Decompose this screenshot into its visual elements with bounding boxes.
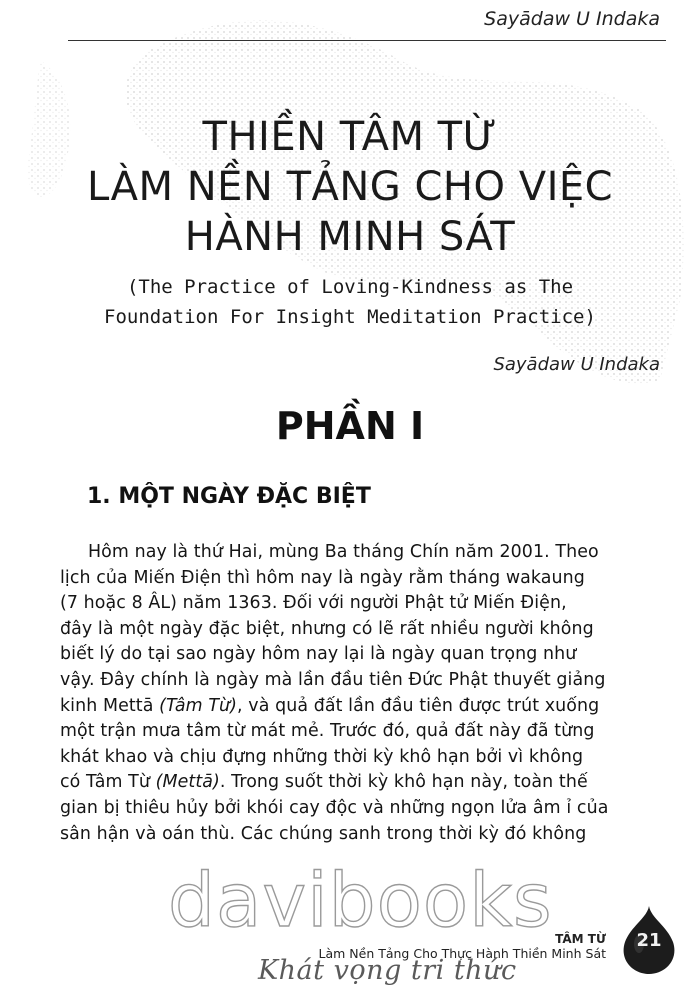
text-line: vậy. Đây chính là ngày mà lần đầu tiên Đức Phật thuyết giảng xyxy=(60,669,606,690)
running-header-author: Sayādaw U Indaka xyxy=(484,8,660,30)
text-line: khát khao và chịu đựng những thời kỳ khô hạn bởi vì không xyxy=(60,746,584,767)
body-paragraph xyxy=(60,540,678,847)
part-heading: PHẦN I xyxy=(275,404,425,448)
subtitle-line: Foundation For Insight Meditation Practice) xyxy=(104,306,596,328)
text-line: biết lý do tại sao ngày hôm nay lại là ngày quan trọng như xyxy=(60,644,577,665)
text-run: có Tâm Từ xyxy=(60,772,156,793)
title-line: HÀNH MINH SÁT xyxy=(184,214,516,260)
text-line: lịch của Miến Điện thì hôm nay là ngày rằm tháng wakaung xyxy=(60,567,585,588)
text-line xyxy=(60,770,678,796)
text-line: sân hận và oán thù. Các chúng sanh trong thời kỳ đó không xyxy=(60,823,587,844)
text-line: đây là một ngày đặc biệt, nhưng có lẽ rất nhiều người không xyxy=(60,618,594,639)
watermark-tagline: Khát vọng tri thức xyxy=(258,955,517,986)
english-subtitle xyxy=(0,272,700,332)
text-run: . Trong suốt thời kỳ khô hạn này, toàn thế xyxy=(219,772,588,793)
italic-term: (Mettā) xyxy=(155,772,220,793)
watermark-brand: davibooks xyxy=(168,858,553,944)
footer-book-title xyxy=(319,932,607,961)
text-line: (7 hoặc 8 ÂL) năm 1363. Đối với người Phật tử Miến Điện, xyxy=(60,593,567,614)
chapter-title xyxy=(0,112,700,262)
text-line: gian bị thiêu hủy bởi khói cay độc và những ngọn lửa âm ỉ của xyxy=(60,797,609,818)
title-line: LÀM NỀN TẢNG CHO VIỆC xyxy=(86,164,614,210)
italic-term: (Tâm Từ) xyxy=(159,695,238,716)
text-run: kinh Mettā xyxy=(60,695,160,716)
footer-book-long: Làm Nền Tảng Cho Thực Hành Thiền Minh Sát xyxy=(318,946,606,961)
subtitle-line: (The Practice of Loving-Kindness as The xyxy=(126,276,574,298)
text-line xyxy=(60,694,678,720)
text-run: , và quả đất lần đầu tiên được trút xuống xyxy=(237,695,600,716)
footer-book-short: TÂM TỪ xyxy=(555,932,606,946)
title-line: THIỀN TÂM TỪ xyxy=(202,114,498,160)
author-byline: Sayādaw U Indaka xyxy=(493,354,660,375)
header-rule xyxy=(68,40,666,41)
text-line: một trận mưa tâm từ mát mẻ. Trước đó, quả đất này đã từng xyxy=(60,721,595,742)
text-line: Hôm nay là thứ Hai, mùng Ba tháng Chín năm 2001. Theo xyxy=(88,542,599,562)
page-number: 21 xyxy=(636,930,662,951)
section-heading: 1. MỘT NGÀY ĐẶC BIỆT xyxy=(87,484,371,509)
